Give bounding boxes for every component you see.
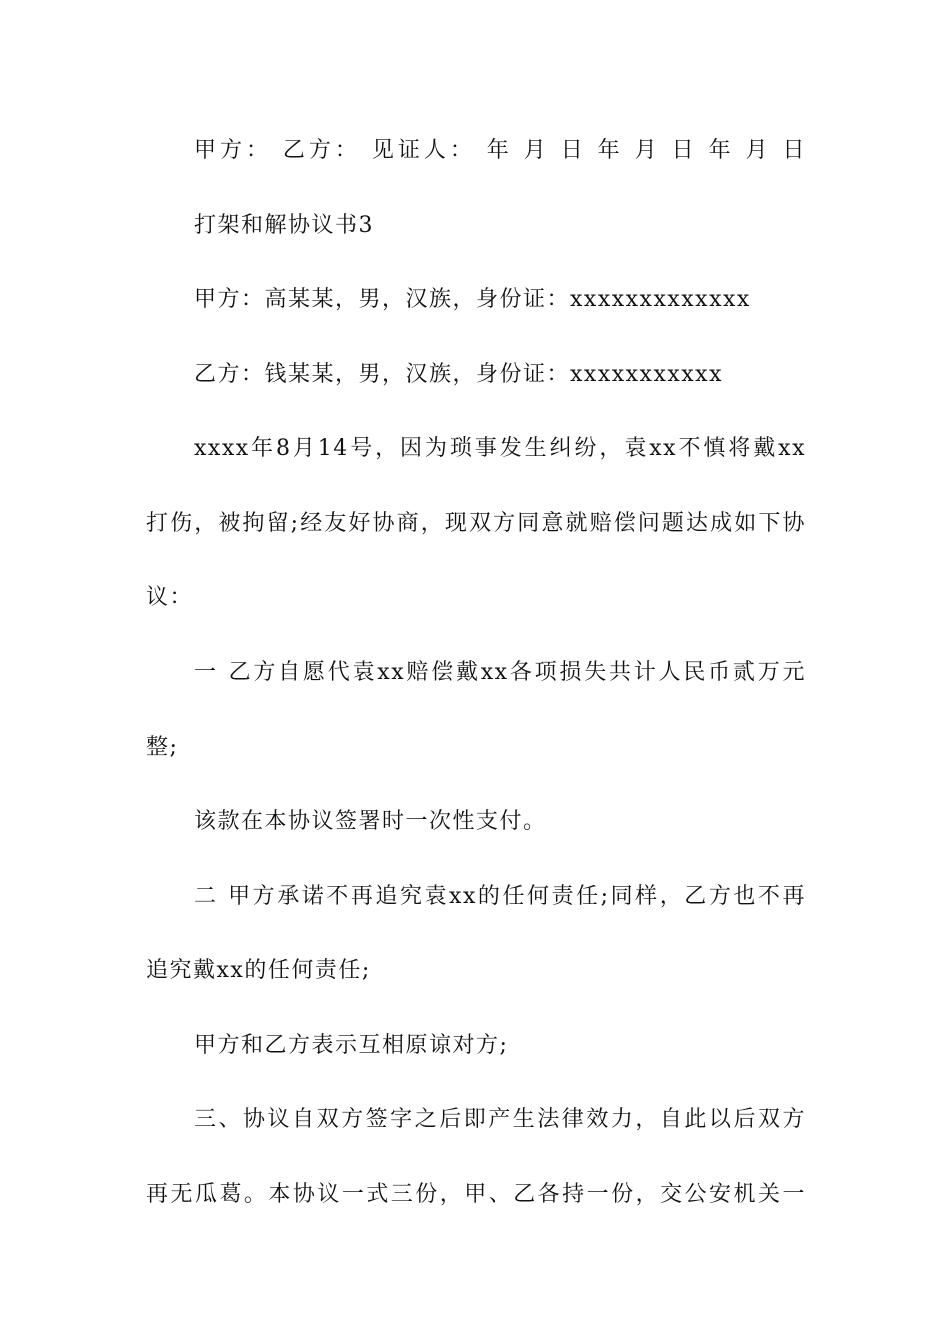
clause-three-line: 再无瓜葛。本协议一式三份，甲、乙各持一份，交公安机关一 <box>146 1182 806 1207</box>
clause-one-line: 一 乙方自愿代袁xx赔偿戴xx各项损失共计人民币贰万元 <box>194 660 806 685</box>
signature-line: 甲方： 乙方： 见证人： 年 月 日 年 月 日 年 月 日 <box>194 138 806 163</box>
party-a-info: 甲方：高某某，男，汉族，身份证：xxxxxxxxxxxxx <box>194 287 751 312</box>
paragraph-line: xxxx年8月14号，因为琐事发生纠纷，袁xx不慎将戴xx <box>194 436 806 461</box>
paragraph-line: 议： <box>146 585 194 610</box>
payment-note: 该款在本协议签署时一次性支付。 <box>194 809 547 834</box>
forgiveness-note: 甲方和乙方表示互相原谅对方; <box>194 1033 509 1058</box>
clause-three-line: 三、协议自双方签字之后即产生法律效力，自此以后双方 <box>194 1107 806 1132</box>
clause-one-line: 整; <box>146 735 179 760</box>
document-title: 打架和解协议书3 <box>194 213 374 238</box>
party-b-info: 乙方：钱某某，男，汉族，身份证：xxxxxxxxxxx <box>194 362 723 387</box>
paragraph-line: 打伤，被拘留;经友好协商，现双方同意就赔偿问题达成如下协 <box>146 511 806 536</box>
clause-two-line: 二 甲方承诺不再追究袁xx的任何责任;同样，乙方也不再 <box>194 884 806 909</box>
clause-two-line: 追究戴xx的任何责任; <box>146 958 371 983</box>
